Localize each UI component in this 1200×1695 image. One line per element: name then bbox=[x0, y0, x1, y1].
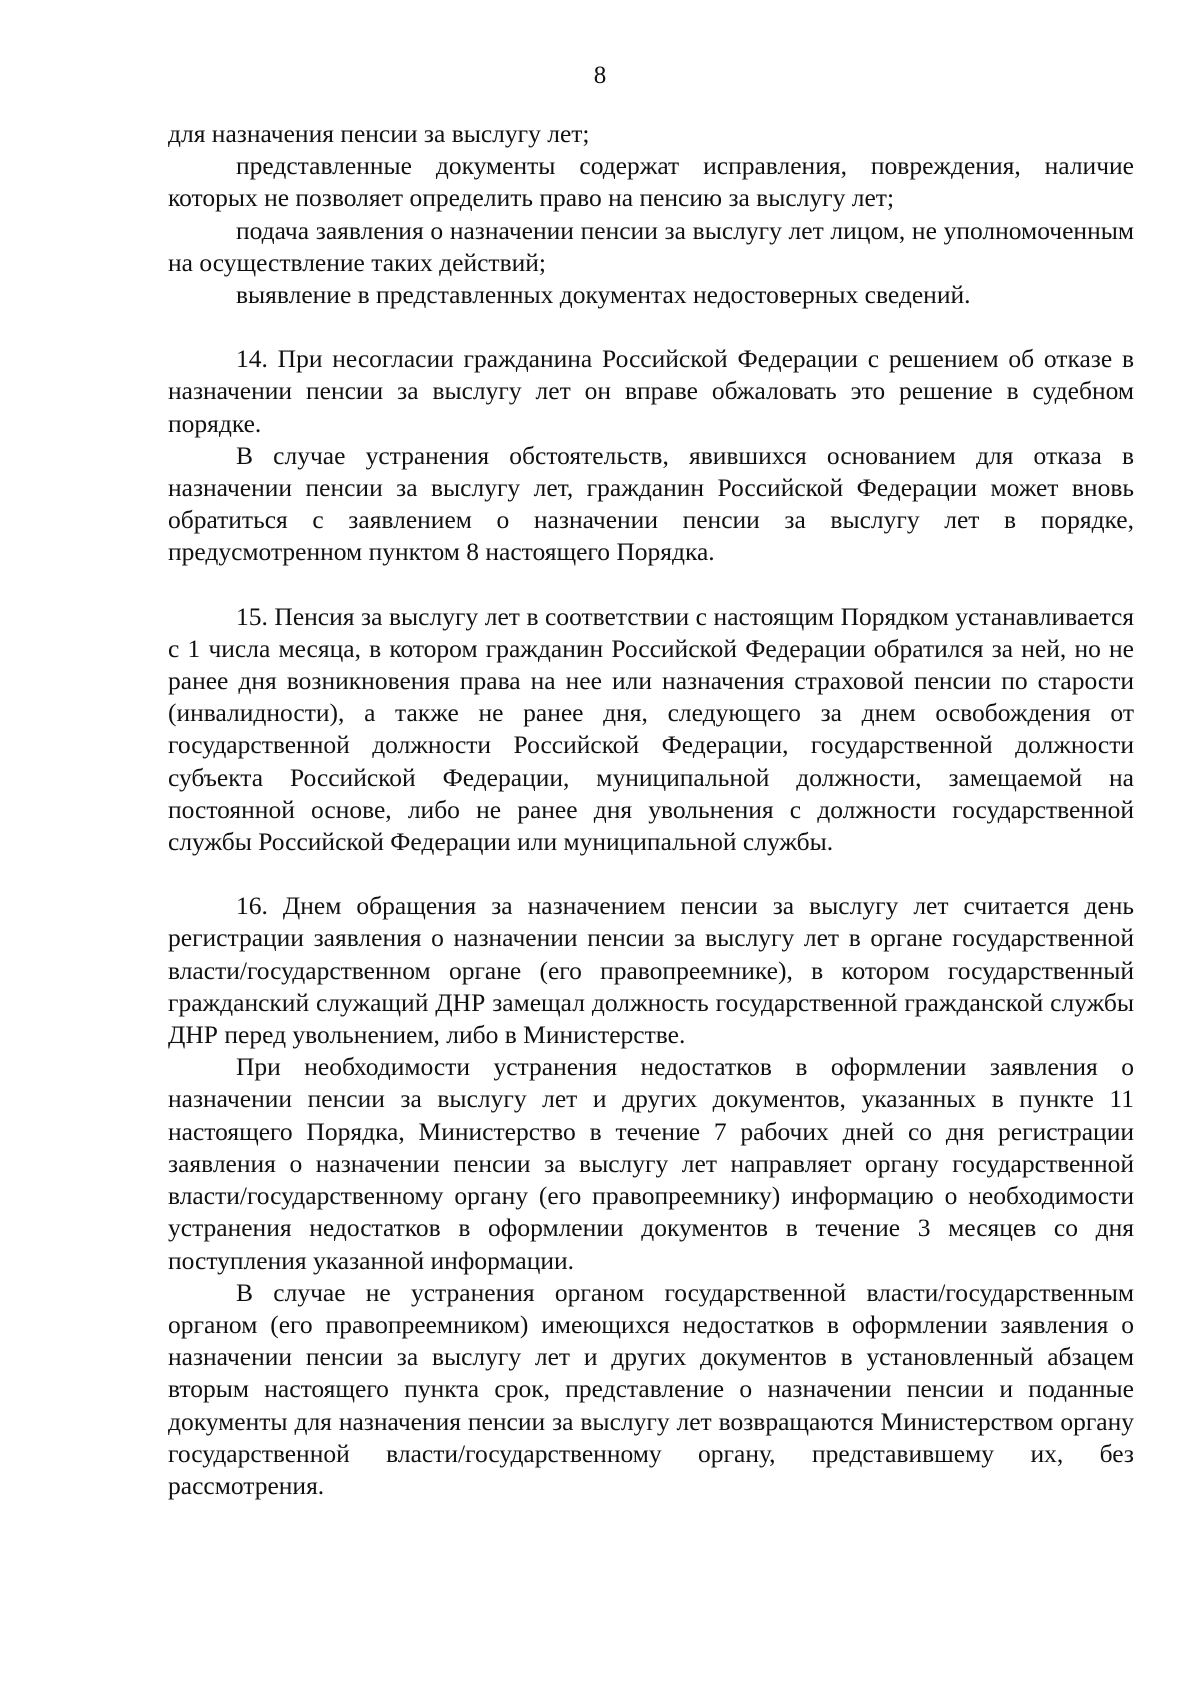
paragraph-corrections: представленные документы содержат исправления, повреждения, наличие которых не позволяет определить право на пенсию за выслугу лет; bbox=[168, 151, 1134, 213]
paragraph-clause-16-deficiencies: При необходимости устранения недостатков в оформлении заявления о назначении пенсии за выслугу лет и других документов, указанных в пункте 11 настоящего Порядка, Министерство в течение 7 рабочих дней со дня регистрации заявления о назначении пенсии за выслугу лет направляет органу государственной власти/государственному органу (его правопреемнику) информацию о необходимости устранения недостатков в оформлении документов в течение 3 месяцев со дня поступления указанной информации. bbox=[168, 1052, 1134, 1275]
paragraph-false-information: выявление в представленных документах недостоверных сведений. bbox=[236, 280, 971, 310]
page-number: 8 bbox=[593, 62, 607, 89]
document-body bbox=[168, 118, 1134, 1502]
paragraph-clause-14: 14. При несогласии гражданина Российской Федерации с решением об отказе в назначении пенсии за выслугу лет он вправе обжаловать это решение в судебном порядке. bbox=[168, 344, 1134, 438]
paragraph-continuation: для назначения пенсии за выслугу лет; bbox=[168, 119, 590, 148]
paragraph-clause-15: 15. Пенсия за выслугу лет в соответствии с настоящим Порядком устанавливается с 1 числа месяца, в котором гражданин Российской Федерации обратился за ней, но не ранее дня возникновения права на нее или назначения страховой пенсии по старости (инвалидности), а также не ранее дня, следующего за днем освобождения от государственной должности Российской Федерации, государственной должности субъекта Российской Федерации, муниципальной должности, замещаемой на постоянной основе, либо не ранее дня увольнения с должности государственной службы Российской Федерации или муниципальной службы. bbox=[168, 601, 1134, 857]
paragraph-unauthorized-filing: подача заявления о назначении пенсии за выслугу лет лицом, не уполномоченным на осуществление таких действий; bbox=[168, 215, 1134, 277]
paragraph-clause-14-reapply: В случае устранения обстоятельств, явившихся основанием для отказа в назначении пенсии за выслугу лет, гражданин Российской Федерации может вновь обратиться с заявлением о назначении пенсии за выслугу лет в порядке, предусмотренном пунктом 8 настоящего Порядка. bbox=[168, 440, 1134, 567]
paragraph-clause-16-return: В случае не устранения органом государственной власти/государственным органом (его правопреемником) имеющихся недостатков в оформлении заявления о назначении пенсии за выслугу лет и других документов в установленный абзацем вторым настоящего пункта срок, представление о назначении пенсии и поданные документы для назначения пенсии за выслугу лет возвращаются Министерством органу государственной власти/государственному органу, представившему их, без рассмотрения. bbox=[168, 1277, 1134, 1500]
paragraph-clause-16: 16. Днем обращения за назначением пенсии за выслугу лет считается день регистрации заявления о назначении пенсии за выслугу лет в органе государственной власти/государственном органе (его правопреемнике), в котором государственный гражданский служащий ДНР замещал должность государственной гражданской службы ДНР перед увольнением, либо в Министерстве. bbox=[168, 891, 1134, 1050]
